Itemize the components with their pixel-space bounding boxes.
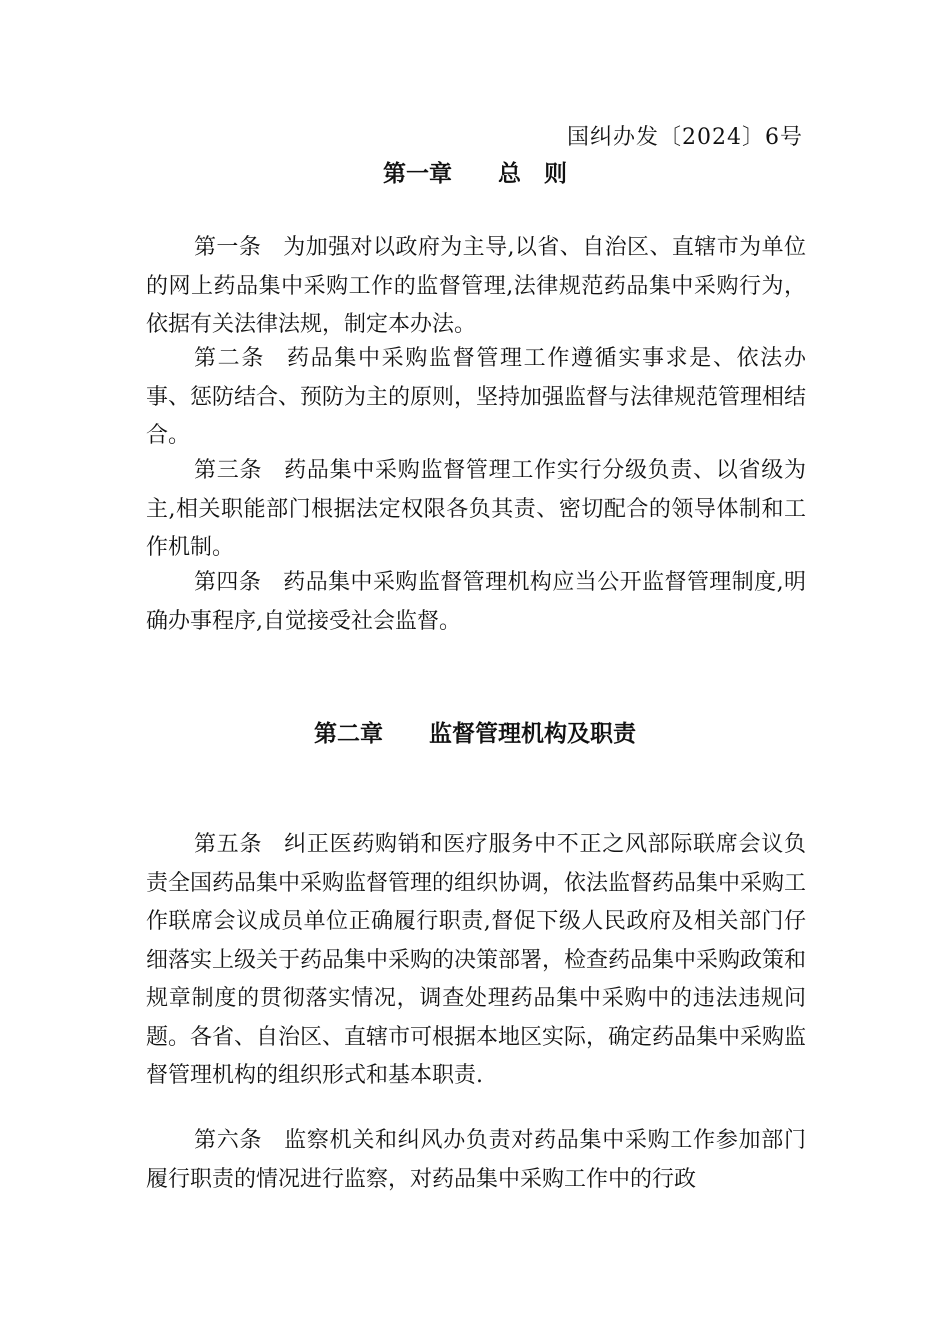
article-text: 药品集中采购监督管理工作实行分级负责、以省级为主,相关职能部门根据法定权限各负其责、密切配合的领导体制和工作机制。 bbox=[146, 458, 806, 560]
article-6 bbox=[146, 1122, 806, 1199]
article-number: 第三条 bbox=[194, 458, 263, 483]
article-number: 第四条 bbox=[194, 570, 262, 595]
article-2 bbox=[146, 340, 806, 456]
chapter-heading-2 bbox=[0, 718, 950, 750]
chapter-title: 总 则 bbox=[498, 161, 567, 187]
article-text: 监察机关和纠风办负责对药品集中采购工作参加部门履行职责的情况进行监察，对药品集中采购工作中的行政 bbox=[146, 1128, 806, 1192]
article-number: 第五条 bbox=[194, 832, 263, 857]
document-number: 国纠办发〔2024〕6号 bbox=[567, 125, 803, 150]
article-number: 第一条 bbox=[194, 235, 262, 260]
article-text: 药品集中采购监督管理机构应当公开监督管理制度,明确办事程序,自觉接受社会监督。 bbox=[146, 570, 806, 634]
article-text: 为加强对以政府为主导,以省、自治区、直辖市为单位的网上药品集中采购工作的监督管理,法律规范药品集中采购行为，依据有关法律法规，制定本办法。 bbox=[146, 235, 806, 337]
chapter-number: 第一章 bbox=[383, 161, 452, 187]
chapter-number: 第二章 bbox=[314, 721, 383, 747]
article-text: 纠正医药购销和医疗服务中不正之风部际联席会议负责全国药品集中采购监督管理的组织协调，依法监督药品集中采购工作联席会议成员单位正确履行职责,督促下级人民政府及相关部门仔细落实上级关于药品集中采购的决策部署，检查药品集中采购政策和规章制度的贯彻落实情况，调查处理药品集中采购中的违法违规问题。各省、自治区、直辖市可根据本地区实际，确定药品集中采购监督管理机构的组织形式和基本职责. bbox=[146, 832, 807, 1088]
article-5 bbox=[146, 826, 806, 1096]
chapter-title: 监督管理机构及职责 bbox=[429, 721, 636, 747]
article-number: 第六条 bbox=[194, 1128, 263, 1153]
chapter-heading-1 bbox=[0, 158, 950, 190]
article-text: 药品集中采购监督管理工作遵循实事求是、依法办事、惩防结合、预防为主的原则，坚持加强监督与法律规范管理相结合。 bbox=[146, 346, 807, 448]
article-4 bbox=[146, 564, 806, 641]
article-1 bbox=[146, 229, 806, 345]
article-number: 第二条 bbox=[194, 346, 265, 371]
article-3 bbox=[146, 452, 806, 568]
